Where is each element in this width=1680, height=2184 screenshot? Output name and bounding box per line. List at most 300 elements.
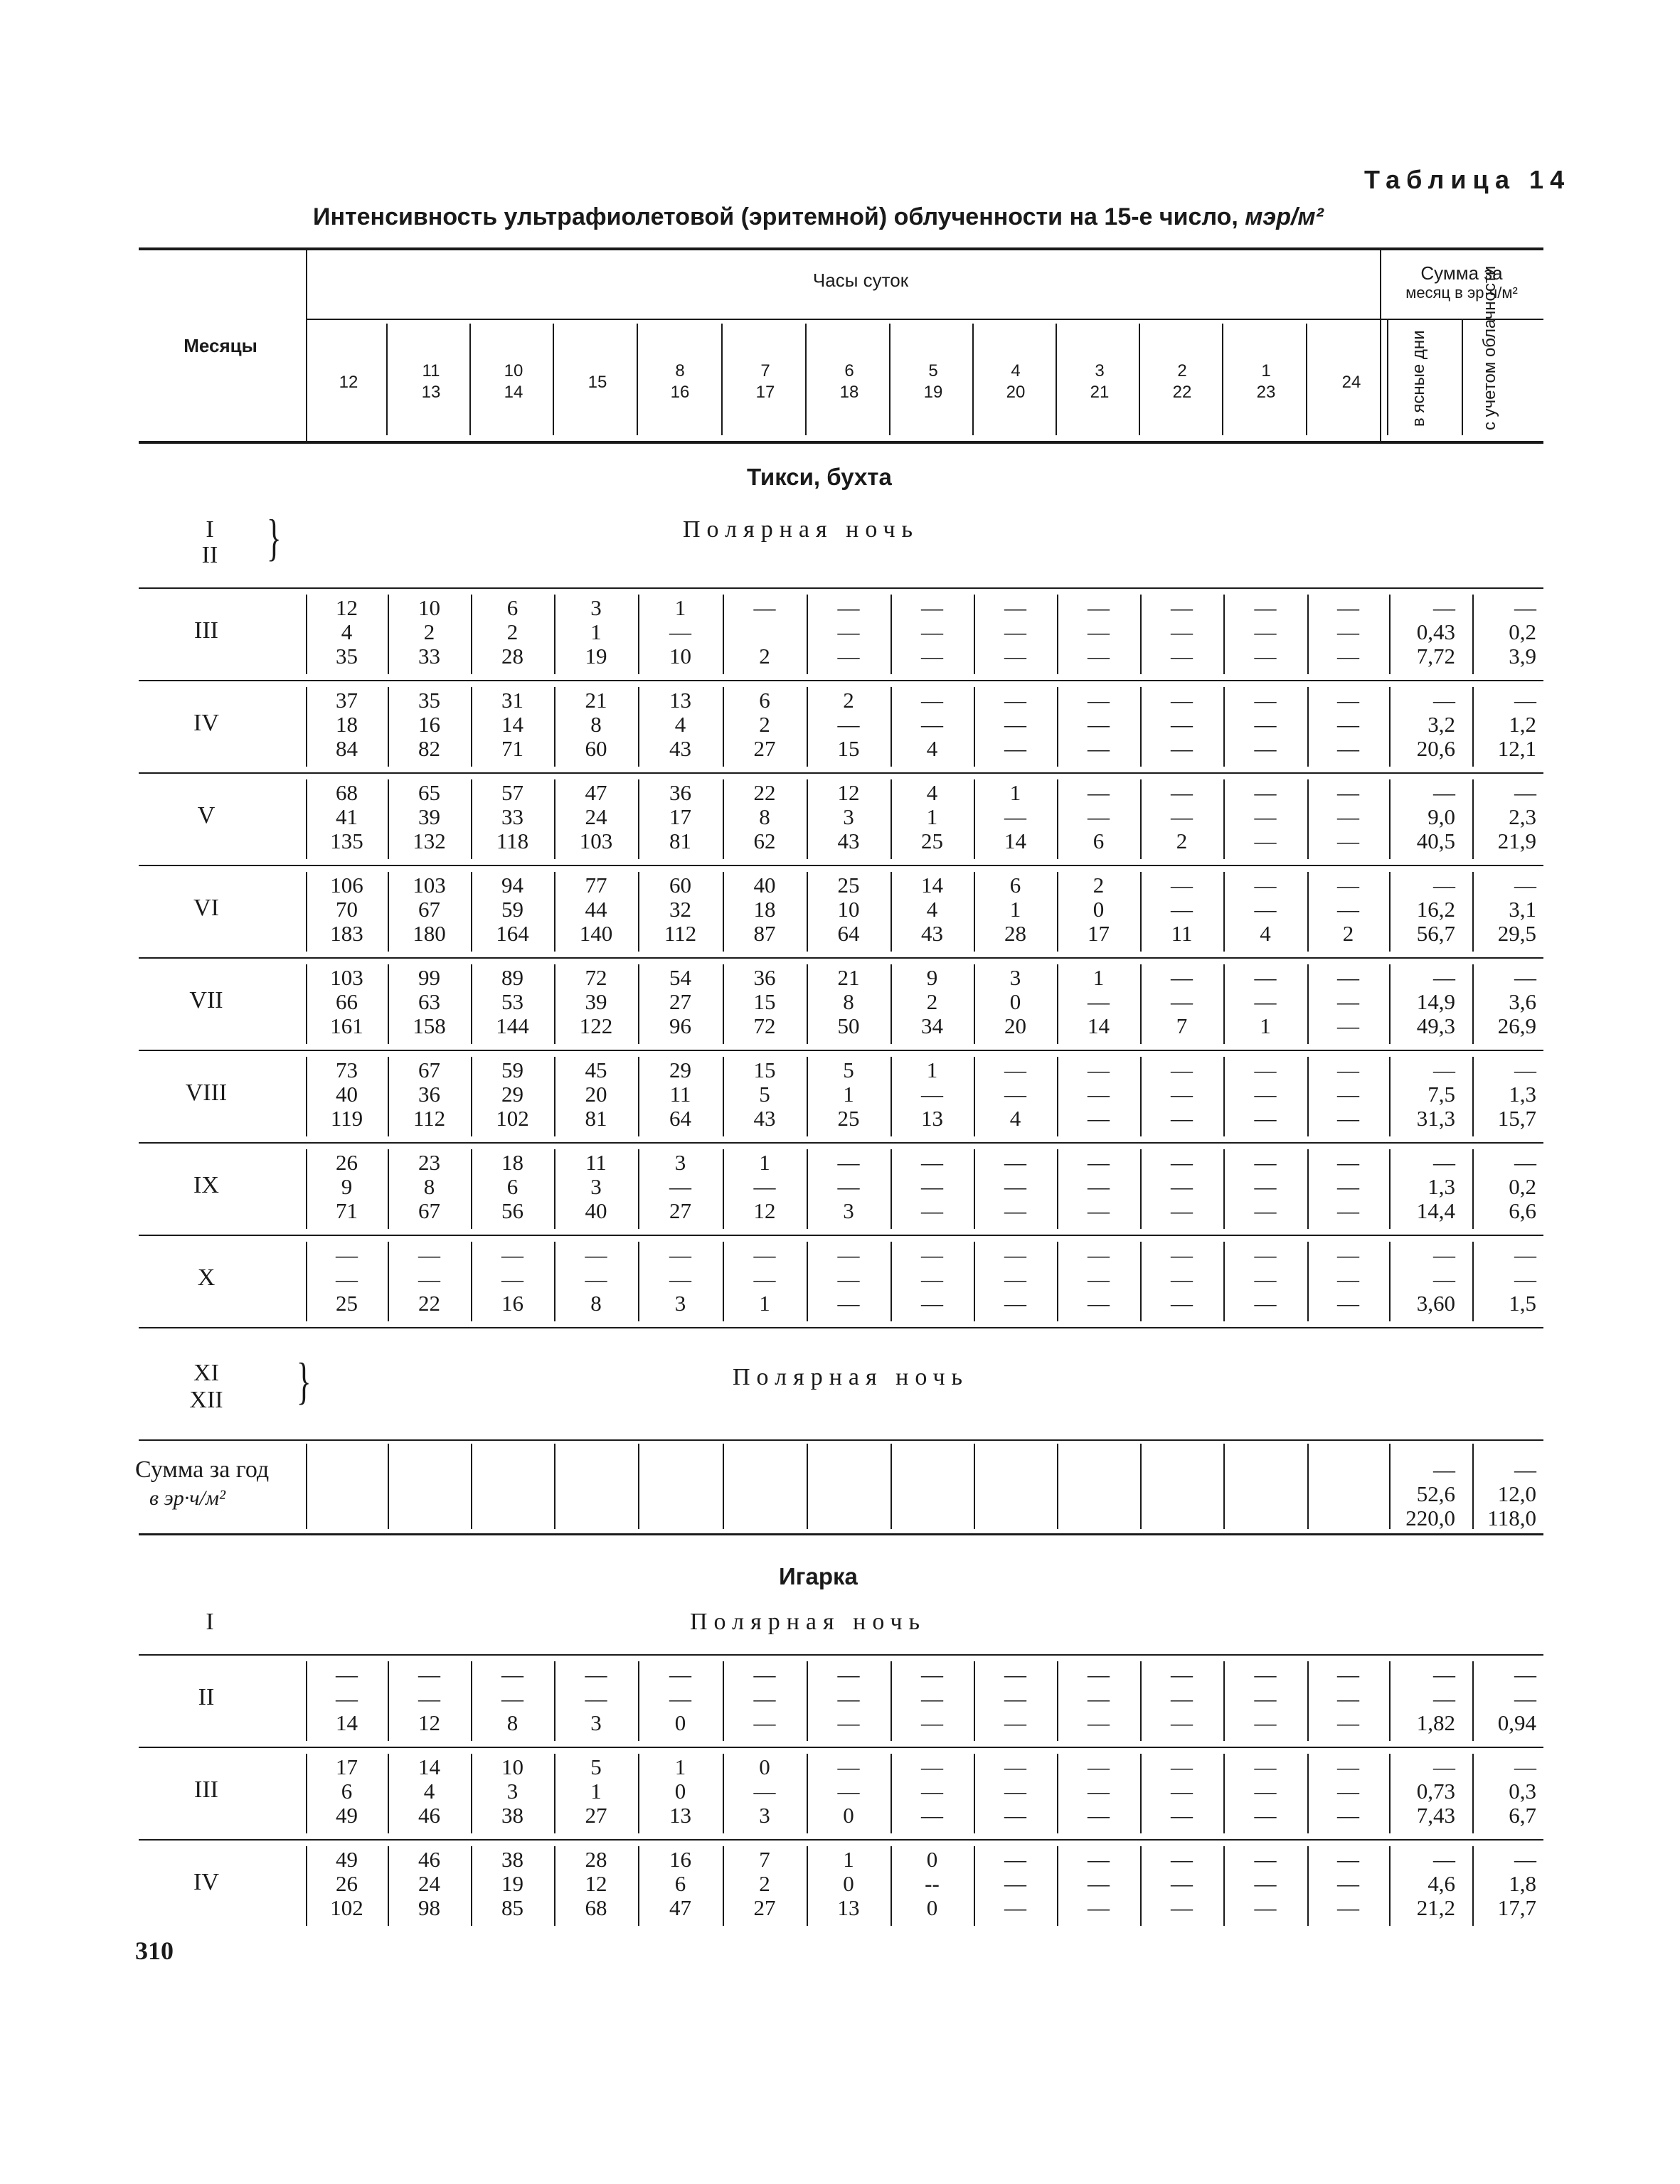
data-cell: 2 (506, 619, 519, 644)
data-cell: 4 (674, 712, 686, 737)
data-cell: 45 (585, 1058, 607, 1082)
data-cell: 10 (837, 897, 860, 922)
data-cell: 81 (585, 1106, 607, 1131)
data-cell: — (1171, 712, 1193, 737)
sum-cloud-cell: 26,9 (1497, 1013, 1536, 1038)
column-rule (1389, 1754, 1391, 1833)
column-rule (388, 1242, 389, 1321)
data-cell: — (837, 1686, 860, 1711)
data-cell: 94 (501, 873, 523, 897)
data-cell: 6 (506, 595, 519, 620)
data-cell: — (1171, 1150, 1193, 1175)
data-cell: — (1004, 1058, 1026, 1082)
data-cell: 2 (759, 644, 770, 668)
data-cell: — (501, 1267, 523, 1291)
data-cell: 56 (501, 1198, 523, 1223)
year-sum-clear: 220,0 (1405, 1506, 1455, 1530)
column-rule (1223, 687, 1225, 767)
data-cell: — (1254, 1710, 1277, 1735)
data-cell: 85 (501, 1895, 523, 1920)
data-cell: — (1337, 1291, 1359, 1316)
column-rule (638, 1846, 639, 1926)
sum-cloud-cell: 21,9 (1497, 829, 1536, 853)
data-cell: 14 (418, 1754, 440, 1779)
data-cell: 41 (336, 804, 358, 829)
data-cell: — (669, 619, 691, 644)
hour-col-header: 5 (928, 361, 938, 380)
data-cell: 4 (1009, 1106, 1021, 1131)
column-rule (1307, 1057, 1309, 1136)
data-cell: — (1254, 595, 1277, 620)
column-rule (972, 324, 974, 435)
data-cell: — (1171, 1662, 1193, 1687)
data-cell: — (585, 1662, 607, 1687)
data-cell: 25 (336, 1291, 358, 1316)
data-cell: 2 (759, 712, 770, 737)
caption-text: Интенсивность ультрафиолетовой (эритемной) облученности на 15-е число, (313, 203, 1238, 230)
sum-clear-cell: — (1433, 1058, 1455, 1082)
data-cell: — (501, 1242, 523, 1267)
data-cell: 96 (669, 1013, 691, 1038)
sum-clear-cell: 40,5 (1416, 829, 1455, 853)
data-cell: 59 (501, 897, 523, 922)
data-cell: — (1171, 897, 1193, 922)
rule-line (139, 1747, 1543, 1748)
sum-cloud-cell: 3,6 (1509, 989, 1536, 1014)
data-cell: 10 (418, 595, 440, 620)
sum-clear-cell: — (1433, 1267, 1455, 1291)
data-cell: — (418, 1242, 440, 1267)
data-cell: 82 (418, 736, 440, 761)
data-cell: — (1254, 1662, 1277, 1687)
column-rule (471, 1149, 472, 1229)
data-cell: 161 (330, 1013, 363, 1038)
data-cell: — (1088, 1198, 1110, 1223)
data-cell: 20 (585, 1082, 607, 1107)
sum-clear-cell: 14,9 (1416, 989, 1455, 1014)
data-cell: 8 (590, 1291, 602, 1316)
data-cell: 11 (669, 1082, 691, 1107)
sum-cloud-cell: — (1514, 1058, 1536, 1082)
column-rule (1140, 1661, 1142, 1741)
data-cell: 0 (926, 1895, 938, 1920)
data-cell: 8 (590, 712, 602, 737)
column-rule (974, 1661, 975, 1741)
data-cell: — (921, 1291, 943, 1316)
column-rule (890, 1661, 892, 1741)
data-cell: 29 (669, 1058, 691, 1082)
data-cell: 4 (926, 736, 938, 761)
column-rule (1307, 1444, 1309, 1529)
data-cell: 3 (674, 1291, 686, 1316)
data-cell: 0 (1009, 989, 1021, 1014)
column-rule (471, 687, 472, 767)
sum-clear-cell: 1,3 (1428, 1174, 1455, 1199)
data-cell: — (1004, 1198, 1026, 1223)
data-cell: — (1171, 1754, 1193, 1779)
column-rule (807, 779, 808, 859)
sum-cloud-cell: 1,3 (1509, 1082, 1536, 1107)
data-cell: 1 (759, 1291, 770, 1316)
data-cell: — (1337, 1779, 1359, 1804)
data-cell: 15 (753, 1058, 776, 1082)
data-cell: — (1337, 829, 1359, 853)
data-cell: 144 (496, 1013, 529, 1038)
data-cell: — (1004, 619, 1026, 644)
data-cell: — (1254, 1779, 1277, 1804)
data-cell: 135 (330, 829, 363, 853)
data-cell: 44 (585, 897, 607, 922)
data-cell: — (1088, 1847, 1110, 1872)
data-cell: — (1088, 1871, 1110, 1896)
hour-col-header: 11 (422, 361, 440, 380)
rule-line (139, 1142, 1543, 1144)
column-rule (471, 1057, 472, 1136)
data-cell: 22 (753, 780, 776, 805)
data-cell: — (1088, 989, 1110, 1014)
column-rule (554, 687, 555, 767)
data-cell: 60 (585, 736, 607, 761)
data-cell: — (1254, 1847, 1277, 1872)
column-rule (306, 1661, 307, 1741)
column-rule (1307, 872, 1309, 952)
data-cell: 122 (579, 1013, 613, 1038)
data-cell: 9 (341, 1174, 353, 1199)
column-rule (1307, 779, 1309, 859)
data-cell: 0 (1092, 897, 1105, 922)
data-cell: — (1171, 1686, 1193, 1711)
column-rule (890, 1444, 892, 1529)
data-cell: 3 (590, 595, 602, 620)
data-cell: 1 (590, 1779, 602, 1804)
data-cell: — (1254, 1686, 1277, 1711)
column-rule (807, 1444, 808, 1529)
column-rule (638, 1661, 639, 1741)
data-cell: — (1254, 1150, 1277, 1175)
data-cell: 2 (1176, 829, 1188, 853)
column-rule (974, 1149, 975, 1229)
hour-col-header: 8 (675, 361, 685, 380)
sum-clear-cell: 20,6 (1416, 736, 1455, 761)
data-cell: 31 (501, 688, 523, 713)
data-cell: 10 (669, 644, 691, 668)
column-rule (1140, 872, 1142, 952)
data-cell: 16 (669, 1847, 691, 1872)
data-cell: 57 (501, 780, 523, 805)
data-cell: — (921, 1242, 943, 1267)
data-cell: — (1337, 1013, 1359, 1038)
data-cell: — (1254, 712, 1277, 737)
data-cell: — (1004, 1754, 1026, 1779)
rule-line (139, 587, 1543, 589)
data-cell: 26 (336, 1150, 358, 1175)
data-cell: — (1004, 1242, 1026, 1267)
data-cell: 5 (590, 1754, 602, 1779)
months-header: Месяцы (184, 335, 257, 356)
hour-col-header: 16 (670, 383, 690, 402)
data-cell: 39 (418, 804, 440, 829)
data-cell: — (1171, 804, 1193, 829)
column-rule (723, 964, 724, 1044)
data-cell: — (753, 1242, 776, 1267)
column-rule (1140, 595, 1142, 674)
data-cell: 47 (585, 780, 607, 805)
hour-col-header: 20 (1006, 383, 1026, 402)
data-cell: 1 (1009, 780, 1021, 805)
data-cell: — (1088, 1174, 1110, 1199)
rule-line (139, 865, 1543, 866)
data-cell: 40 (753, 873, 776, 897)
data-cell: — (1004, 1082, 1026, 1107)
data-cell: 6 (1009, 873, 1021, 897)
column-rule (638, 1149, 639, 1229)
column-rule (890, 1149, 892, 1229)
sum-clear-cell: 7,43 (1416, 1803, 1455, 1828)
data-cell: 60 (669, 873, 691, 897)
data-cell: 4 (341, 619, 353, 644)
column-rule (1140, 964, 1142, 1044)
hour-col-header: 23 (1256, 383, 1276, 402)
sum-clear-cell: — (1433, 1662, 1455, 1687)
column-rule (1057, 779, 1058, 859)
data-cell: — (1088, 1242, 1110, 1267)
sum-clear-cell: 49,3 (1416, 1013, 1455, 1038)
column-rule (890, 595, 892, 674)
data-cell: — (1088, 1082, 1110, 1107)
sum-clear-cell: 16,2 (1416, 897, 1455, 922)
data-cell: — (1088, 619, 1110, 644)
data-cell: 25 (837, 1106, 860, 1131)
data-cell: — (669, 1242, 691, 1267)
sum-cloud-cell: 0,94 (1497, 1710, 1536, 1735)
data-cell: 180 (413, 921, 446, 946)
data-cell: — (1171, 1082, 1193, 1107)
data-cell: — (1004, 1710, 1026, 1735)
data-cell: 73 (336, 1058, 358, 1082)
data-cell: 66 (336, 989, 358, 1014)
sum-clear-cell: 14,4 (1416, 1198, 1455, 1223)
data-cell: 0 (759, 1754, 770, 1779)
column-rule (1057, 1444, 1058, 1529)
sum-cloud-cell: 2,3 (1509, 804, 1536, 829)
column-rule (471, 872, 472, 952)
column-rule (306, 872, 307, 952)
data-cell: 23 (418, 1150, 440, 1175)
sum-clear-cell: — (1433, 1150, 1455, 1175)
data-cell: 9 (926, 965, 938, 990)
column-rule (388, 1149, 389, 1229)
data-cell: 33 (418, 644, 440, 668)
column-rule (1057, 1754, 1058, 1833)
data-cell: 1 (926, 804, 938, 829)
column-rule (1057, 872, 1058, 952)
data-cell: 67 (418, 897, 440, 922)
data-cell: — (1337, 1058, 1359, 1082)
data-cell: 28 (501, 644, 523, 668)
data-cell: — (837, 1754, 860, 1779)
data-cell: 36 (753, 965, 776, 990)
sum-cloud-cell: — (1514, 1754, 1536, 1779)
data-cell: 6 (506, 1174, 519, 1199)
data-cell: — (669, 1174, 691, 1199)
column-rule (1140, 1444, 1142, 1529)
column-rule (554, 1661, 555, 1741)
column-rule (306, 1444, 307, 1529)
data-cell: 13 (669, 1803, 691, 1828)
column-rule (469, 324, 471, 435)
data-cell: 40 (585, 1198, 607, 1223)
sum-clear-cell: 0,43 (1416, 619, 1455, 644)
month-label: X (197, 1264, 216, 1291)
data-cell: — (837, 1710, 860, 1735)
data-cell: 103 (330, 965, 363, 990)
data-cell: 17 (1088, 921, 1110, 946)
data-cell: — (1004, 1803, 1026, 1828)
column-rule (1056, 324, 1057, 435)
sum-cloud-cell: — (1514, 1686, 1536, 1711)
data-cell: 6 (341, 1779, 353, 1804)
column-rule (638, 1057, 639, 1136)
sum-cloud-cell: 3,1 (1509, 897, 1536, 922)
data-cell: 13 (837, 1895, 860, 1920)
data-cell: 3 (759, 1803, 770, 1828)
sum-cloud-cell: — (1514, 780, 1536, 805)
data-cell: 14 (1004, 829, 1026, 853)
column-rule (471, 1444, 472, 1529)
sum-month-header-line2: месяц в эр·ч/м² (1405, 284, 1518, 302)
data-cell: — (1088, 1754, 1110, 1779)
column-rule (974, 872, 975, 952)
data-cell: — (418, 1662, 440, 1687)
sum-cloud-cell: 1,2 (1509, 712, 1536, 737)
column-rule (974, 1754, 975, 1833)
column-rule (890, 1846, 892, 1926)
column-rule (1057, 1661, 1058, 1741)
data-cell: 27 (585, 1803, 607, 1828)
data-cell: 3 (590, 1174, 602, 1199)
table-label: Таблица 14 (1364, 165, 1571, 194)
data-cell: — (921, 1174, 943, 1199)
column-rule (1307, 1846, 1309, 1926)
column-rule (1223, 1754, 1225, 1833)
column-rule (1223, 1057, 1225, 1136)
hour-col-header: 2 (1177, 361, 1187, 380)
column-rule (638, 1444, 639, 1529)
polar-month: I (206, 1609, 214, 1635)
column-rule (1387, 319, 1388, 435)
data-cell: — (1254, 965, 1277, 990)
sum-clear-cell: 3,60 (1416, 1291, 1455, 1316)
data-cell: 15 (753, 989, 776, 1014)
data-cell: — (921, 1082, 943, 1107)
column-rule (637, 324, 638, 435)
data-cell: — (669, 1267, 691, 1291)
data-cell: — (1337, 1847, 1359, 1872)
hour-col-header: 12 (339, 373, 358, 392)
column-rule (807, 1149, 808, 1229)
data-cell: 27 (753, 736, 776, 761)
data-cell: — (1254, 1267, 1277, 1291)
month-label: IV (193, 1869, 219, 1895)
column-rule (723, 595, 724, 674)
column-rule (723, 1057, 724, 1136)
data-cell: — (1171, 1058, 1193, 1082)
data-cell: 63 (418, 989, 440, 1014)
data-cell: — (1337, 1803, 1359, 1828)
data-cell: — (585, 1242, 607, 1267)
column-rule (1307, 1754, 1309, 1833)
data-cell: — (1088, 1150, 1110, 1175)
column-rule (388, 1057, 389, 1136)
data-cell: 68 (336, 780, 358, 805)
data-cell: 4 (1260, 921, 1271, 946)
data-cell: 0 (843, 1871, 854, 1896)
sum-clear-cell: 21,2 (1416, 1895, 1455, 1920)
column-rule (890, 872, 892, 952)
data-cell: 15 (837, 736, 860, 761)
data-cell: 0 (674, 1779, 686, 1804)
data-cell: 37 (336, 688, 358, 713)
data-cell: 2 (423, 619, 435, 644)
sum-cloud-cell: — (1514, 873, 1536, 897)
data-cell: — (1004, 1895, 1026, 1920)
sum-cloud-cell: 6,6 (1509, 1198, 1536, 1223)
column-rule (890, 779, 892, 859)
data-cell: — (1171, 1847, 1193, 1872)
data-cell: 38 (501, 1803, 523, 1828)
data-cell: 2 (926, 989, 938, 1014)
data-cell: — (1254, 688, 1277, 713)
sum-cloud-cell: 15,7 (1497, 1106, 1536, 1131)
column-rule (638, 1754, 639, 1833)
cloudiness-header: с учетом облачности (1480, 265, 1499, 430)
data-cell: 2 (1092, 873, 1105, 897)
data-cell: — (921, 1779, 943, 1804)
column-rule (554, 872, 555, 952)
sum-clear-cell: — (1433, 1686, 1455, 1711)
column-rule (807, 872, 808, 952)
column-rule (890, 1057, 892, 1136)
column-rule (1223, 779, 1225, 859)
column-rule (1389, 1444, 1391, 1529)
data-cell: 2 (1342, 921, 1354, 946)
column-rule (306, 1242, 307, 1321)
data-cell: 68 (585, 1895, 607, 1920)
column-rule (889, 324, 890, 435)
data-cell: — (1004, 1871, 1026, 1896)
column-rule (1307, 687, 1309, 767)
column-rule (1306, 324, 1307, 435)
data-cell: — (1337, 619, 1359, 644)
data-cell: — (1004, 595, 1026, 620)
data-cell: — (753, 1710, 776, 1735)
data-cell: 49 (336, 1847, 358, 1872)
clear-days-header: в ясные дни (1409, 330, 1428, 427)
month-label: VI (193, 895, 219, 921)
data-cell: 12 (336, 595, 358, 620)
data-cell: 12 (837, 780, 860, 805)
data-cell: 103 (413, 873, 446, 897)
column-rule (723, 1444, 724, 1529)
data-cell: — (336, 1267, 358, 1291)
data-cell: 118 (496, 829, 529, 853)
column-rule (723, 1754, 724, 1833)
data-cell: — (501, 1686, 523, 1711)
year-sum-label: Сумма за год (135, 1456, 270, 1483)
sum-cloud-cell: 1,5 (1509, 1291, 1536, 1316)
column-rule (1389, 1846, 1391, 1926)
data-cell: — (1337, 1106, 1359, 1131)
